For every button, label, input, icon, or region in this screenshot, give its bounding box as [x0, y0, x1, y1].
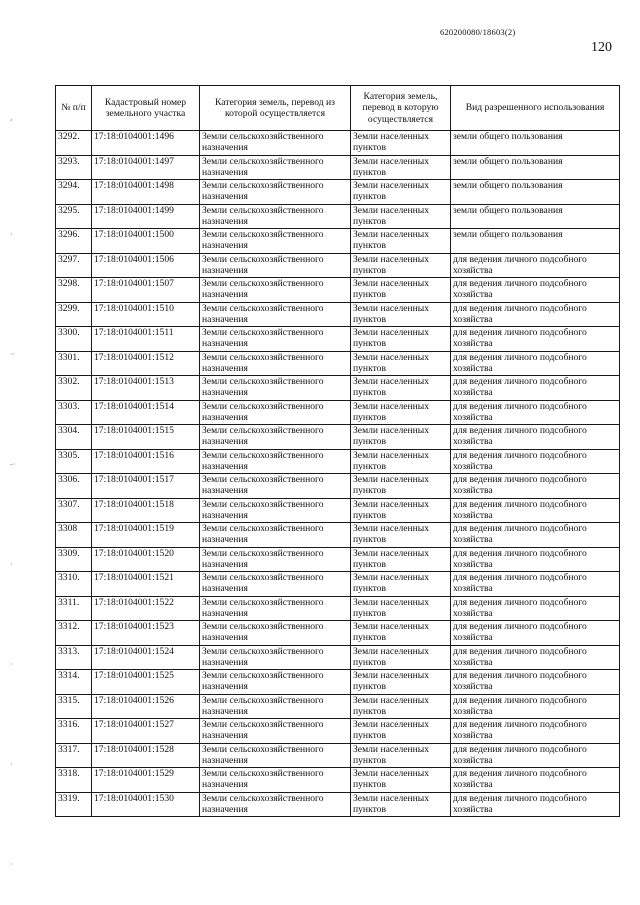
permitted-use: для ведения личного подсобного хозяйства	[451, 547, 620, 572]
category-from: Земли сельскохозяйственного назначения	[200, 229, 351, 254]
table-row	[56, 621, 620, 646]
table-row	[56, 670, 620, 695]
category-from: Земли сельскохозяйственного назначения	[200, 694, 351, 719]
category-to: Земли населенных пунктов	[351, 278, 451, 303]
row-number: 3295.	[56, 204, 92, 229]
table-row	[56, 278, 620, 303]
cadastral-number: 17:18:0104001:1524	[92, 645, 200, 670]
row-number: 3306.	[56, 474, 92, 499]
category-to: Земли населенных пунктов	[351, 474, 451, 499]
category-to: Земли населенных пунктов	[351, 351, 451, 376]
permitted-use: для ведения личного подсобного хозяйства	[451, 449, 620, 474]
cadastral-number: 17:18:0104001:1506	[92, 253, 200, 278]
row-number: 3318.	[56, 768, 92, 793]
permitted-use: для ведения личного подсобного хозяйства	[451, 596, 620, 621]
category-to: Земли населенных пунктов	[351, 645, 451, 670]
land-parcel-table	[55, 85, 620, 817]
category-from: Земли сельскохозяйственного назначения	[200, 376, 351, 401]
table-row	[56, 572, 620, 597]
row-number: 3303.	[56, 400, 92, 425]
category-to: Земли населенных пунктов	[351, 131, 451, 156]
permitted-use: для ведения личного подсобного хозяйства	[451, 694, 620, 719]
table-row	[56, 400, 620, 425]
row-number: 3292.	[56, 131, 92, 156]
category-from: Земли сельскохозяйственного назначения	[200, 645, 351, 670]
cadastral-number: 17:18:0104001:1499	[92, 204, 200, 229]
category-to: Земли населенных пунктов	[351, 155, 451, 180]
header-number: № п/п	[56, 86, 92, 131]
category-from: Земли сельскохозяйственного назначения	[200, 596, 351, 621]
header-category-from: Категория земель, перевод из которой осуществляется	[200, 86, 351, 131]
scan-margin-marks: ‘ · ·· -· · · · ·	[10, 118, 16, 869]
permitted-use: для ведения личного подсобного хозяйства	[451, 719, 620, 744]
table-row	[56, 180, 620, 205]
permitted-use: для ведения личного подсобного хозяйства	[451, 376, 620, 401]
row-number: 3315.	[56, 694, 92, 719]
category-to: Земли населенных пунктов	[351, 253, 451, 278]
permitted-use: для ведения личного подсобного хозяйства	[451, 621, 620, 646]
row-number: 3308	[56, 523, 92, 548]
row-number: 3296.	[56, 229, 92, 254]
category-to: Земли населенных пунктов	[351, 498, 451, 523]
table-row	[56, 596, 620, 621]
permitted-use: земли общего пользования	[451, 229, 620, 254]
permitted-use: для ведения личного подсобного хозяйства	[451, 768, 620, 793]
cadastral-number: 17:18:0104001:1496	[92, 131, 200, 156]
header-category-to: Категория земель, перевод в которую осуществляется	[351, 86, 451, 131]
cadastral-number: 17:18:0104001:1526	[92, 694, 200, 719]
row-number: 3316.	[56, 719, 92, 744]
category-to: Земли населенных пунктов	[351, 376, 451, 401]
category-to: Земли населенных пунктов	[351, 596, 451, 621]
table-row	[56, 474, 620, 499]
table-row	[56, 547, 620, 572]
permitted-use: земли общего пользования	[451, 155, 620, 180]
cadastral-number: 17:18:0104001:1514	[92, 400, 200, 425]
category-from: Земли сельскохозяйственного назначения	[200, 180, 351, 205]
cadastral-number: 17:18:0104001:1527	[92, 719, 200, 744]
cadastral-number: 17:18:0104001:1530	[92, 792, 200, 817]
page-number: 120	[591, 40, 612, 55]
row-number: 3310.	[56, 572, 92, 597]
row-number: 3304.	[56, 425, 92, 450]
row-number: 3298.	[56, 278, 92, 303]
cadastral-number: 17:18:0104001:1517	[92, 474, 200, 499]
cadastral-number: 17:18:0104001:1525	[92, 670, 200, 695]
cadastral-number: 17:18:0104001:1515	[92, 425, 200, 450]
permitted-use: земли общего пользования	[451, 131, 620, 156]
table-row	[56, 768, 620, 793]
table-row	[56, 253, 620, 278]
cadastral-number: 17:18:0104001:1523	[92, 621, 200, 646]
category-to: Земли населенных пунктов	[351, 792, 451, 817]
cadastral-number: 17:18:0104001:1497	[92, 155, 200, 180]
category-from: Земли сельскохозяйственного назначения	[200, 327, 351, 352]
row-number: 3294.	[56, 180, 92, 205]
cadastral-number: 17:18:0104001:1498	[92, 180, 200, 205]
category-from: Земли сельскохозяйственного назначения	[200, 498, 351, 523]
permitted-use: земли общего пользования	[451, 204, 620, 229]
cadastral-number: 17:18:0104001:1507	[92, 278, 200, 303]
cadastral-number: 17:18:0104001:1519	[92, 523, 200, 548]
table-row	[56, 694, 620, 719]
cadastral-number: 17:18:0104001:1511	[92, 327, 200, 352]
category-from: Земли сельскохозяйственного назначения	[200, 131, 351, 156]
cadastral-number: 17:18:0104001:1500	[92, 229, 200, 254]
cadastral-number: 17:18:0104001:1521	[92, 572, 200, 597]
permitted-use: для ведения личного подсобного хозяйства	[451, 670, 620, 695]
permitted-use: для ведения личного подсобного хозяйства	[451, 645, 620, 670]
table-row	[56, 229, 620, 254]
table-row	[56, 498, 620, 523]
permitted-use: для ведения личного подсобного хозяйства	[451, 498, 620, 523]
category-from: Земли сельскохозяйственного назначения	[200, 547, 351, 572]
table-header-row	[56, 86, 620, 131]
category-from: Земли сельскохозяйственного назначения	[200, 204, 351, 229]
table-row	[56, 302, 620, 327]
row-number: 3311.	[56, 596, 92, 621]
table-row	[56, 645, 620, 670]
cadastral-number: 17:18:0104001:1516	[92, 449, 200, 474]
row-number: 3300.	[56, 327, 92, 352]
category-from: Земли сельскохозяйственного назначения	[200, 572, 351, 597]
header-cadastral-number: Кадастровый номер земельного участка	[92, 86, 200, 131]
category-to: Земли населенных пунктов	[351, 327, 451, 352]
row-number: 3302.	[56, 376, 92, 401]
row-number: 3301.	[56, 351, 92, 376]
cadastral-number: 17:18:0104001:1529	[92, 768, 200, 793]
table-row	[56, 351, 620, 376]
permitted-use: для ведения личного подсобного хозяйства	[451, 572, 620, 597]
category-from: Земли сельскохозяйственного назначения	[200, 449, 351, 474]
category-from: Земли сельскохозяйственного назначения	[200, 351, 351, 376]
permitted-use: для ведения личного подсобного хозяйства	[451, 278, 620, 303]
category-from: Земли сельскохозяйственного назначения	[200, 670, 351, 695]
category-to: Земли населенных пунктов	[351, 204, 451, 229]
cadastral-number: 17:18:0104001:1513	[92, 376, 200, 401]
category-to: Земли населенных пунктов	[351, 302, 451, 327]
table-row	[56, 155, 620, 180]
permitted-use: земли общего пользования	[451, 180, 620, 205]
permitted-use: для ведения личного подсобного хозяйства	[451, 400, 620, 425]
category-from: Земли сельскохозяйственного назначения	[200, 253, 351, 278]
category-to: Земли населенных пунктов	[351, 768, 451, 793]
category-to: Земли населенных пунктов	[351, 621, 451, 646]
table-row	[56, 792, 620, 817]
row-number: 3314.	[56, 670, 92, 695]
table-row	[56, 449, 620, 474]
row-number: 3307.	[56, 498, 92, 523]
permitted-use: для ведения личного подсобного хозяйства	[451, 474, 620, 499]
permitted-use: для ведения личного подсобного хозяйства	[451, 253, 620, 278]
category-to: Земли населенных пунктов	[351, 400, 451, 425]
category-from: Земли сельскохозяйственного назначения	[200, 768, 351, 793]
cadastral-number: 17:18:0104001:1512	[92, 351, 200, 376]
cadastral-number: 17:18:0104001:1528	[92, 743, 200, 768]
cadastral-number: 17:18:0104001:1510	[92, 302, 200, 327]
category-from: Земли сельскохозяйственного назначения	[200, 743, 351, 768]
category-from: Земли сельскохозяйственного назначения	[200, 719, 351, 744]
category-to: Земли населенных пунктов	[351, 743, 451, 768]
category-to: Земли населенных пунктов	[351, 670, 451, 695]
row-number: 3309.	[56, 547, 92, 572]
table-row	[56, 327, 620, 352]
category-from: Земли сельскохозяйственного назначения	[200, 523, 351, 548]
cadastral-number: 17:18:0104001:1520	[92, 547, 200, 572]
header-permitted-use: Вид разрешенного использования	[451, 86, 620, 131]
category-from: Земли сельскохозяйственного назначения	[200, 425, 351, 450]
cadastral-number: 17:18:0104001:1522	[92, 596, 200, 621]
category-from: Земли сельскохозяйственного назначения	[200, 792, 351, 817]
document-number: 620200080/18603(2)	[440, 27, 516, 37]
category-to: Земли населенных пунктов	[351, 425, 451, 450]
category-to: Земли населенных пунктов	[351, 572, 451, 597]
row-number: 3297.	[56, 253, 92, 278]
table-row	[56, 376, 620, 401]
category-to: Земли населенных пунктов	[351, 547, 451, 572]
row-number: 3313.	[56, 645, 92, 670]
permitted-use: для ведения личного подсобного хозяйства	[451, 425, 620, 450]
permitted-use: для ведения личного подсобного хозяйства	[451, 743, 620, 768]
category-to: Земли населенных пунктов	[351, 449, 451, 474]
row-number: 3317.	[56, 743, 92, 768]
table-row	[56, 204, 620, 229]
table-row	[56, 425, 620, 450]
cadastral-number: 17:18:0104001:1518	[92, 498, 200, 523]
permitted-use: для ведения личного подсобного хозяйства	[451, 351, 620, 376]
row-number: 3293.	[56, 155, 92, 180]
permitted-use: для ведения личного подсобного хозяйства	[451, 302, 620, 327]
permitted-use: для ведения личного подсобного хозяйства	[451, 792, 620, 817]
table-row	[56, 743, 620, 768]
permitted-use: для ведения личного подсобного хозяйства	[451, 327, 620, 352]
table-row	[56, 523, 620, 548]
category-to: Земли населенных пунктов	[351, 694, 451, 719]
category-to: Земли населенных пунктов	[351, 229, 451, 254]
category-from: Земли сельскохозяйственного назначения	[200, 155, 351, 180]
table-body	[56, 131, 620, 817]
table-row	[56, 719, 620, 744]
permitted-use: для ведения личного подсобного хозяйства	[451, 523, 620, 548]
row-number: 3312.	[56, 621, 92, 646]
category-from: Земли сельскохозяйственного назначения	[200, 302, 351, 327]
table-row	[56, 131, 620, 156]
category-to: Земли населенных пунктов	[351, 523, 451, 548]
category-to: Земли населенных пунктов	[351, 719, 451, 744]
category-from: Земли сельскохозяйственного назначения	[200, 621, 351, 646]
row-number: 3319.	[56, 792, 92, 817]
category-from: Земли сельскохозяйственного назначения	[200, 474, 351, 499]
row-number: 3299.	[56, 302, 92, 327]
row-number: 3305.	[56, 449, 92, 474]
category-from: Земли сельскохозяйственного назначения	[200, 400, 351, 425]
category-to: Земли населенных пунктов	[351, 180, 451, 205]
category-from: Земли сельскохозяйственного назначения	[200, 278, 351, 303]
